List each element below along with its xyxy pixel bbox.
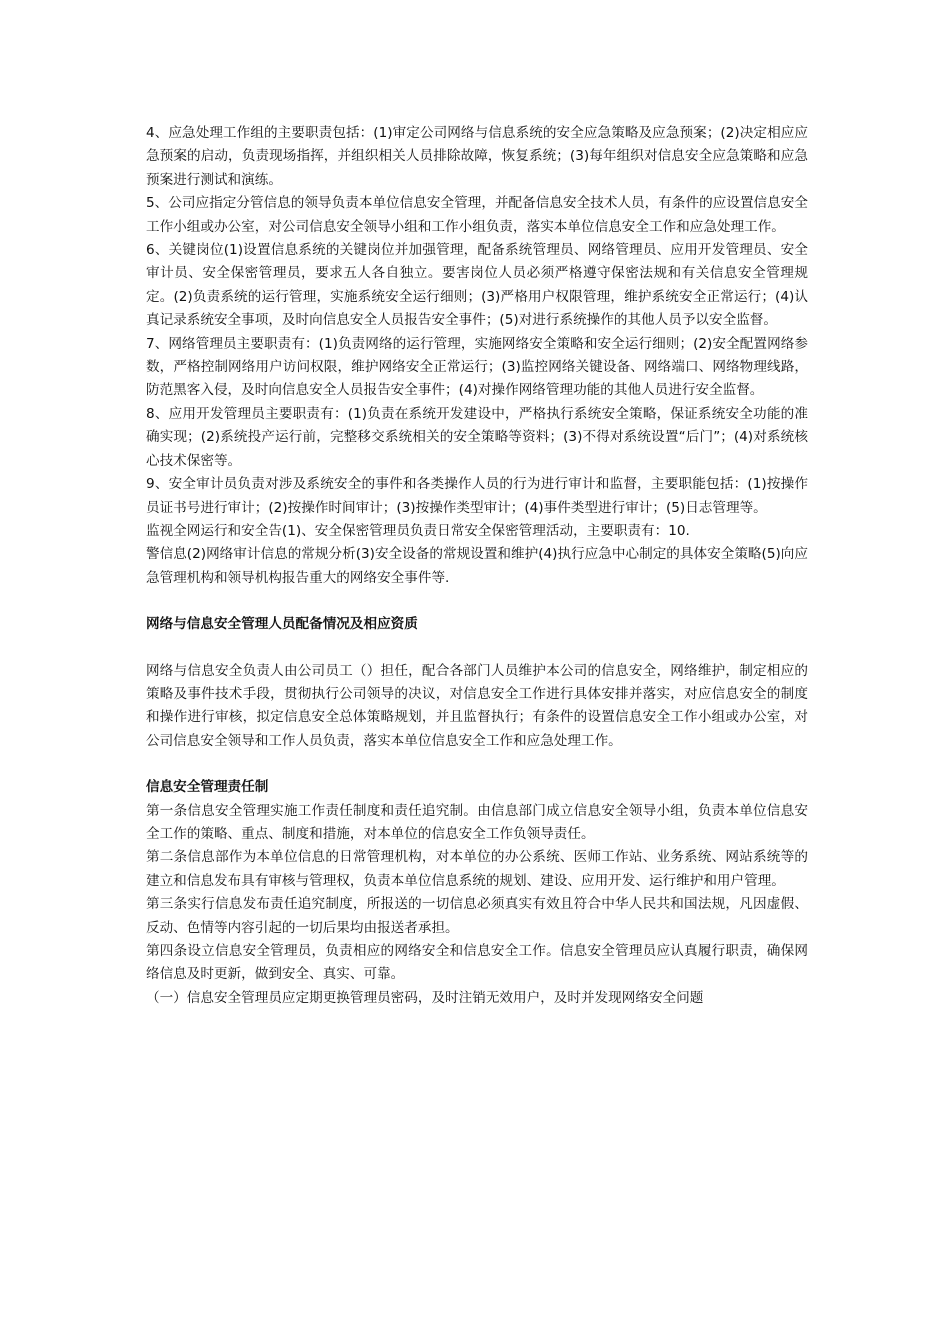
- paragraph-item-10-a: 监视全网运行和安全告(1)、安全保密管理员负责日常安全保密管理活动，主要职责有：10.: [146, 522, 690, 539]
- paragraph-article-3: 第三条实行信息发布责任追究制度，所报送的一切信息必须真实有效且符合中华人民共和国法规，凡因虚假、反动、色情等内容引起的一切后果均由报送者承担。: [146, 896, 808, 936]
- paragraph-article-1: 第一条信息安全管理实施工作责任制度和责任追究制。由信息部门成立信息安全领导小组，负责本单位信息安全工作的策略、重点、制度和措施，对本单位的信息安全工作负领导责任。: [146, 802, 808, 842]
- paragraph-item-8: 8、应用开发管理员主要职责有：(1)负责在系统开发建设中，严格执行系统安全策略，保证系统安全功能的准确实现；(2)系统投产运行前，完整移交系统相关的安全策略等资料；(3)不得对系统设置“后门”；(4)对系统核心技术保密等。: [146, 405, 808, 469]
- paragraph-article-4-item-1: （一）信息安全管理员应定期更换管理员密码，及时注销无效用户，及时并发现网络安全问题: [146, 989, 704, 1006]
- paragraph-article-4: 第四条设立信息安全管理员，负责相应的网络安全和信息安全工作。信息安全管理员应认真履行职责，确保网络信息及时更新，做到安全、真实、可靠。: [146, 943, 808, 983]
- section-heading-staffing: 网络与信息安全管理人员配备情况及相应资质: [146, 616, 418, 633]
- paragraph-item-7: 7、网络管理员主要职责有：(1)负责网络的运行管理，实施网络安全策略和安全运行细则；(2)安全配置网络参数，严格控制网络用户访问权限，维护网络安全正常运行；(3)监控网络关键设备、网络端口、网络物理线路，防范黑客入侵，及时向信息安全人员报告安全事件；(4)对操作网络管理功能的其他人员进行安全监督。: [146, 335, 808, 399]
- paragraph-item-9: 9、安全审计员负责对涉及系统安全的事件和各类操作人员的行为进行审计和监督，主要职能包括：(1)按操作员证书号进行审计；(2)按操作时间审计；(3)按操作类型审计；(4)事件类型进行审计；(5)日志管理等。: [146, 476, 808, 516]
- paragraph-item-6: 6、关键岗位(1)设置信息系统的关键岗位并加强管理，配备系统管理员、网络管理员、应用开发管理员、安全审计员、安全保密管理员，要求五人各自独立。要害岗位人员必须严格遵守保密法规和有关信息安全管理规定。(2)负责系统的运行管理，实施系统安全运行细则；(3)严格用户权限管理，维护系统安全正常运行；(4)认真记录系统安全事项，及时向信息安全人员报告安全事件；(5)对进行系统操作的其他人员予以安全监督。: [146, 242, 808, 329]
- paragraph-item-10-b: 警信息(2)网络审计信息的常规分析(3)安全设备的常规设置和维护(4)执行应急中心制定的具体安全策略(5)向应急管理机构和领导机构报告重大的网络安全事件等.: [146, 546, 808, 586]
- paragraph-staffing: 网络与信息安全负责人由公司员工（）担任，配合各部门人员维护本公司的信息安全，网络维护，制定相应的策略及事件技术手段，贯彻执行公司领导的决议，对信息安全工作进行具体安排并落实，对应信息安全的制度和操作进行审核，拟定信息安全总体策略规划，并且监督执行；有条件的设置信息安全工作小组或办公室，对公司信息安全领导和工作人员负责，落实本单位信息安全工作和应急处理工作。: [146, 662, 808, 749]
- section-heading-responsibility: 信息安全管理责任制: [146, 779, 269, 796]
- paragraph-item-4: 4、应急处理工作组的主要职责包括：(1)审定公司网络与信息系统的安全应急策略及应急预案；(2)决定相应应急预案的启动，负责现场指挥，并组织相关人员排除故障，恢复系统；(3)每年组织对信息安全应急策略和应急预案进行测试和演练。: [146, 125, 808, 188]
- document-body: [146, 122, 808, 1010]
- paragraph-item-5: 5、公司应指定分管信息的领导负责本单位信息安全管理，并配备信息安全技术人员，有条件的应设置信息安全工作小组或办公室，对公司信息安全领导小组和工作小组负责，落实本单位信息安全工作和应急处理工作。: [146, 195, 808, 235]
- paragraph-article-2: 第二条信息部作为本单位信息的日常管理机构，对本单位的办公系统、医师工作站、业务系统、网站系统等的建立和信息发布具有审核与管理权，负责本单位信息系统的规划、建设、应用开发、运行维护和用户管理。: [146, 849, 808, 889]
